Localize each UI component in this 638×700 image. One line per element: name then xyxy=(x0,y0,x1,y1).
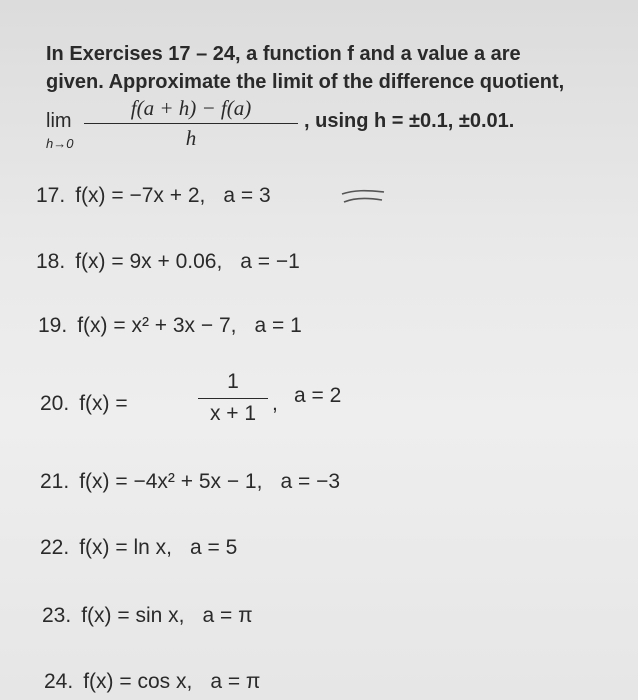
exercise-number: 22. xyxy=(40,536,70,559)
exercise-a-value: a = 5 xyxy=(189,536,238,559)
exercise-24 xyxy=(44,670,260,694)
instructions-line-1: In Exercises 17 – 24, a function f and a value a are xyxy=(46,43,521,65)
exercise-number: 20. xyxy=(40,392,70,415)
difference-quotient xyxy=(84,96,298,151)
exercise-20 xyxy=(40,370,380,440)
exercise-21 xyxy=(40,470,340,494)
exercise-number: 24. xyxy=(44,670,74,693)
exercise-22 xyxy=(40,536,237,560)
limit-expression xyxy=(46,96,606,156)
exercise-function: f(x) = −4x² + 5x − 1, xyxy=(79,470,263,493)
exercise-function-prefix: f(x) = xyxy=(79,392,128,415)
fraction-numerator: 1 xyxy=(227,370,239,393)
difference-quotient-denominator: h xyxy=(185,126,197,150)
exercise-a-value: a = 2 xyxy=(294,384,342,407)
exercise-function: f(x) = 9x + 0.06, xyxy=(75,250,223,273)
fraction-comma: , xyxy=(272,392,278,415)
exercise-a-value: a = −1 xyxy=(240,250,300,273)
exercise-function: f(x) = ln x, xyxy=(79,536,172,559)
exercise-function: f(x) = −7x + 2, xyxy=(75,184,206,207)
exercise-23 xyxy=(42,604,253,628)
exercise-a-value: a = −3 xyxy=(280,470,341,493)
fraction-bar xyxy=(198,398,268,399)
exercise-a-value: a = π xyxy=(202,604,253,627)
exercise-number: 17. xyxy=(36,184,66,207)
exercise-a-value: a = 3 xyxy=(223,184,271,207)
lim-label: lim xyxy=(46,110,72,132)
exercise-20-label xyxy=(40,392,128,416)
exercise-function: f(x) = x² + 3x − 7, xyxy=(77,314,237,337)
instructions-line-2: given. Approximate the limit of the difference quotient, xyxy=(46,71,565,93)
exercise-18 xyxy=(36,250,300,274)
exercise-20-fraction xyxy=(198,370,268,426)
exercise-17 xyxy=(36,184,271,208)
using-h-values: , using h = ±0.1, ±0.01. xyxy=(304,110,515,132)
fraction-bar xyxy=(84,123,298,124)
fraction-denominator: x + 1 xyxy=(209,402,257,425)
exercise-19 xyxy=(38,314,302,338)
pencil-mark xyxy=(340,188,386,206)
difference-quotient-numerator: f(a + h) − f(a) xyxy=(130,96,252,120)
lim-subscript: h→0 xyxy=(46,136,74,151)
exercise-number: 21. xyxy=(40,470,70,493)
exercise-a-value: a = π xyxy=(210,670,261,693)
exercise-number: 19. xyxy=(38,314,68,337)
exercise-number: 18. xyxy=(36,250,66,273)
exercise-function: f(x) = cos x, xyxy=(83,670,193,693)
exercise-function: f(x) = sin x, xyxy=(81,604,185,627)
exercise-number: 23. xyxy=(42,604,72,627)
exercise-a-value: a = 1 xyxy=(254,314,302,337)
instructions-paragraph xyxy=(46,40,638,96)
